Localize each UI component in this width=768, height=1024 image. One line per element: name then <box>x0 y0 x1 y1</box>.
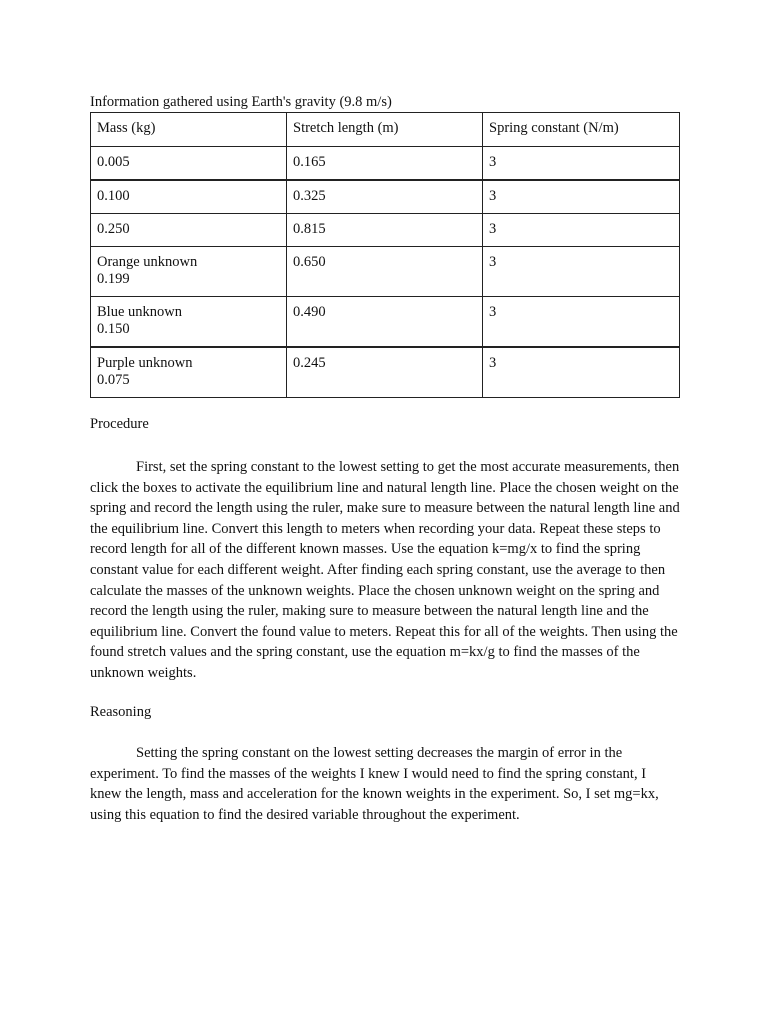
table-row <box>91 147 680 181</box>
stretch-cell: 0.650 <box>287 247 483 297</box>
mass-value: 0.075 <box>97 372 130 388</box>
mass-label: Orange unknown <box>97 254 198 270</box>
stretch-cell: 0.165 <box>287 147 483 181</box>
stretch-cell: 0.245 <box>287 347 483 398</box>
reasoning-paragraph: Setting the spring constant on the lowest setting decreases the margin of error in the experiment. To find the masses of the weights I knew I would need to find the spring constant, I knew the length, mass and acceleration for the known weights in the experiment. So, I set mg=kx, using this equation to find the desired variable throughout the experiment. <box>90 745 659 823</box>
table-caption: Information gathered using Earth's gravity (9.8 m/s) <box>90 94 392 110</box>
mass-value: 0.100 <box>97 188 130 204</box>
table-row <box>91 297 680 348</box>
mass-value: 0.199 <box>97 271 130 287</box>
reasoning-heading: Reasoning <box>90 704 152 720</box>
mass-label: Purple unknown <box>97 355 193 371</box>
mass-cell <box>91 180 287 214</box>
mass-cell <box>91 147 287 181</box>
mass-cell <box>91 247 287 297</box>
header-mass: Mass (kg) <box>91 113 287 147</box>
stretch-cell: 0.815 <box>287 214 483 247</box>
procedure-heading: Procedure <box>90 416 149 432</box>
mass-cell <box>91 214 287 247</box>
mass-value: 0.150 <box>97 321 130 337</box>
spring-constant-cell: 3 <box>483 297 680 348</box>
procedure-paragraph: First, set the spring constant to the lowest setting to get the most accurate measurements, then click the boxes to activate the equilibrium line and natural length line. Place the chosen weight on the spring and record the length using the ruler, make sure to measure between the natural length line and the equilibrium line. Convert this length to meters when recording your data. Repeat these steps to record length for all of the different known masses. Use the equation k=mg/x to find the spring constant value for each different weight. After finding each spring constant, use the average to then calculate the masses of the unknown weights. Place the chosen unknown weight on the spring and record the length using the ruler, making sure to measure between the natural length line and the equilibrium line. Convert the found value to meters. Repeat this for all of the weights. Then using the found stretch values and the spring constant, use the equation m=kx/g to find the masses of the unknown weights. <box>90 459 680 681</box>
header-stretch-length: Stretch length (m) <box>287 113 483 147</box>
spring-constant-cell: 3 <box>483 180 680 214</box>
mass-value: 0.005 <box>97 154 130 170</box>
table-row <box>91 247 680 297</box>
stretch-cell: 0.490 <box>287 297 483 348</box>
mass-cell <box>91 297 287 348</box>
table-header-row <box>91 113 680 147</box>
mass-label: Blue unknown <box>97 304 182 320</box>
mass-cell <box>91 347 287 398</box>
table-row <box>91 214 680 247</box>
spring-constant-cell: 3 <box>483 247 680 297</box>
stretch-cell: 0.325 <box>287 180 483 214</box>
spring-constant-cell: 3 <box>483 147 680 181</box>
mass-value: 0.250 <box>97 221 130 237</box>
table-row <box>91 180 680 214</box>
measurements-table <box>90 112 680 398</box>
table-row <box>91 347 680 398</box>
spring-constant-cell: 3 <box>483 214 680 247</box>
spring-constant-cell: 3 <box>483 347 680 398</box>
header-spring-constant: Spring constant (N/m) <box>483 113 680 147</box>
